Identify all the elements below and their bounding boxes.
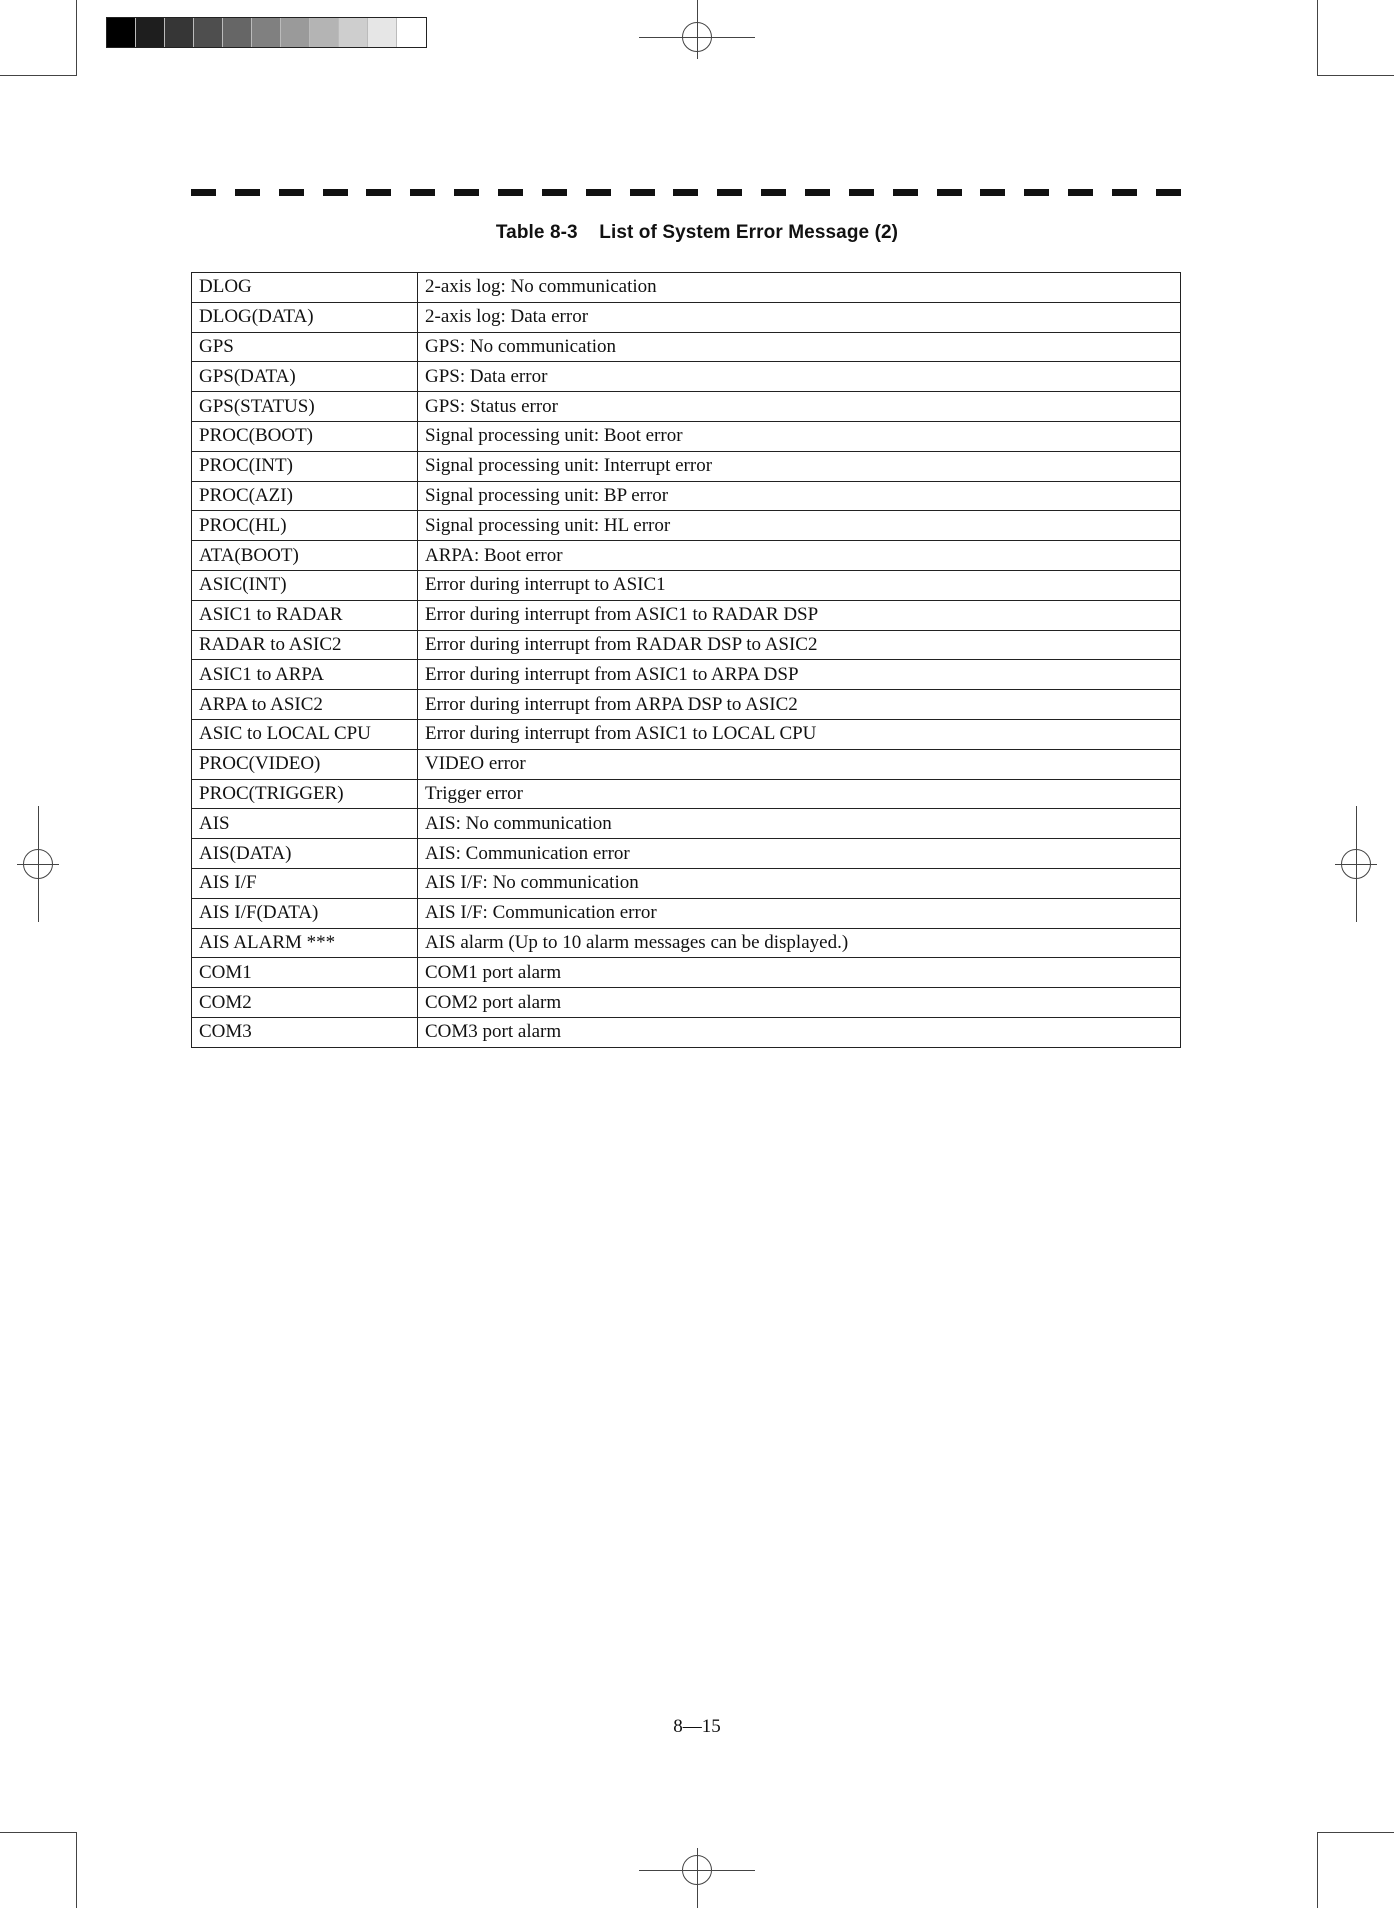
error-code-cell: PROC(VIDEO) [192, 749, 418, 779]
error-message-cell: Signal processing unit: BP error [418, 481, 1181, 511]
gray-swatch [339, 18, 368, 47]
error-message-cell: Signal processing unit: Boot error [418, 421, 1181, 451]
dashed-header-rule [191, 189, 1181, 196]
system-error-table [191, 272, 1181, 1048]
table-row [192, 779, 1181, 809]
rule-dash [498, 189, 523, 196]
crop-mark [0, 1832, 76, 1833]
rule-dash [717, 189, 742, 196]
error-code-cell: AIS(DATA) [192, 839, 418, 869]
error-code-cell: DLOG [192, 273, 418, 303]
grayscale-calibration-strip [106, 17, 427, 48]
error-message-cell: Error during interrupt from RADAR DSP to ASIC2 [418, 630, 1181, 660]
gray-swatch [165, 18, 194, 47]
table-row [192, 541, 1181, 571]
error-message-cell: Error during interrupt from ASIC1 to LOCAL CPU [418, 719, 1181, 749]
table-row [192, 392, 1181, 422]
table-row [192, 898, 1181, 928]
error-message-cell: GPS: Status error [418, 392, 1181, 422]
error-message-cell: VIDEO error [418, 749, 1181, 779]
registration-circle [682, 22, 712, 52]
error-code-cell: PROC(INT) [192, 451, 418, 481]
table-row [192, 511, 1181, 541]
gray-swatch [136, 18, 165, 47]
error-code-cell: ATA(BOOT) [192, 541, 418, 571]
table-row [192, 570, 1181, 600]
error-message-cell: COM2 port alarm [418, 988, 1181, 1018]
error-message-cell: ARPA: Boot error [418, 541, 1181, 571]
error-code-cell: RADAR to ASIC2 [192, 630, 418, 660]
error-message-cell: COM3 port alarm [418, 1017, 1181, 1047]
gray-swatch [252, 18, 281, 47]
table-row [192, 600, 1181, 630]
table-title: Table 8-3 List of System Error Message (2) [495, 222, 899, 243]
error-message-cell: AIS I/F: No communication [418, 868, 1181, 898]
error-message-cell: Error during interrupt from ASIC1 to ARPA DSP [418, 660, 1181, 690]
table-row [192, 988, 1181, 1018]
table-row [192, 332, 1181, 362]
error-code-cell: ASIC1 to RADAR [192, 600, 418, 630]
rule-dash [805, 189, 830, 196]
table-row [192, 481, 1181, 511]
table-row [192, 690, 1181, 720]
error-message-cell: GPS: Data error [418, 362, 1181, 392]
gray-swatch [397, 18, 426, 47]
rule-dash [191, 189, 216, 196]
table-row [192, 809, 1181, 839]
crop-mark [0, 75, 76, 76]
error-code-cell: PROC(HL) [192, 511, 418, 541]
error-message-cell: Error during interrupt to ASIC1 [418, 570, 1181, 600]
page-number: 8—15 [673, 1716, 721, 1737]
gray-swatch [368, 18, 397, 47]
table-row [192, 630, 1181, 660]
table-row [192, 749, 1181, 779]
error-message-cell: AIS: No communication [418, 809, 1181, 839]
error-message-cell: 2-axis log: Data error [418, 302, 1181, 332]
rule-dash [980, 189, 1005, 196]
rule-dash [1112, 189, 1137, 196]
crop-mark [76, 0, 77, 76]
rule-dash [1156, 189, 1181, 196]
table-row [192, 958, 1181, 988]
error-code-cell: AIS [192, 809, 418, 839]
registration-circle [23, 849, 53, 879]
error-message-cell: Signal processing unit: Interrupt error [418, 451, 1181, 481]
gray-swatch [194, 18, 223, 47]
rule-dash [849, 189, 874, 196]
registration-circle [1341, 849, 1371, 879]
table-row [192, 451, 1181, 481]
error-code-cell: GPS [192, 332, 418, 362]
error-code-cell: COM1 [192, 958, 418, 988]
crop-mark [76, 1832, 77, 1908]
error-code-cell: AIS ALARM *** [192, 928, 418, 958]
table-row [192, 421, 1181, 451]
error-code-cell: DLOG(DATA) [192, 302, 418, 332]
table-row [192, 868, 1181, 898]
error-code-cell: PROC(AZI) [192, 481, 418, 511]
rule-dash [1068, 189, 1093, 196]
gray-swatch [107, 18, 136, 47]
error-code-cell: GPS(STATUS) [192, 392, 418, 422]
table-row [192, 719, 1181, 749]
error-message-cell: Error during interrupt from ARPA DSP to ASIC2 [418, 690, 1181, 720]
rule-dash [630, 189, 655, 196]
error-message-cell: AIS alarm (Up to 10 alarm messages can be displayed.) [418, 928, 1181, 958]
rule-dash [1024, 189, 1049, 196]
error-message-cell: AIS I/F: Communication error [418, 898, 1181, 928]
table-row [192, 660, 1181, 690]
rule-dash [893, 189, 918, 196]
error-message-cell: Error during interrupt from ASIC1 to RADAR DSP [418, 600, 1181, 630]
rule-dash [542, 189, 567, 196]
gray-swatch [223, 18, 252, 47]
table-row [192, 928, 1181, 958]
error-code-cell: ASIC(INT) [192, 570, 418, 600]
table-row [192, 839, 1181, 869]
error-code-cell: COM3 [192, 1017, 418, 1047]
crop-mark [1317, 0, 1318, 76]
table-row [192, 362, 1181, 392]
error-message-cell: Signal processing unit: HL error [418, 511, 1181, 541]
gray-swatch [281, 18, 310, 47]
rule-dash [937, 189, 962, 196]
table-row [192, 273, 1181, 303]
registration-circle [682, 1855, 712, 1885]
crop-mark [1317, 1832, 1318, 1908]
error-message-cell: 2-axis log: No communication [418, 273, 1181, 303]
rule-dash [366, 189, 391, 196]
gray-swatch [310, 18, 339, 47]
rule-dash [323, 189, 348, 196]
rule-dash [235, 189, 260, 196]
error-code-cell: PROC(BOOT) [192, 421, 418, 451]
error-code-cell: ASIC to LOCAL CPU [192, 719, 418, 749]
error-code-cell: GPS(DATA) [192, 362, 418, 392]
table-row [192, 1017, 1181, 1047]
error-message-cell: GPS: No communication [418, 332, 1181, 362]
error-code-cell: COM2 [192, 988, 418, 1018]
rule-dash [761, 189, 786, 196]
error-code-cell: AIS I/F(DATA) [192, 898, 418, 928]
rule-dash [410, 189, 435, 196]
crop-mark [1317, 75, 1394, 76]
crop-mark [1317, 1832, 1394, 1833]
error-code-cell: PROC(TRIGGER) [192, 779, 418, 809]
rule-dash [279, 189, 304, 196]
error-message-cell: Trigger error [418, 779, 1181, 809]
error-code-cell: ASIC1 to ARPA [192, 660, 418, 690]
error-message-cell: COM1 port alarm [418, 958, 1181, 988]
error-message-cell: AIS: Communication error [418, 839, 1181, 869]
error-code-cell: AIS I/F [192, 868, 418, 898]
table-row [192, 302, 1181, 332]
rule-dash [454, 189, 479, 196]
rule-dash [673, 189, 698, 196]
rule-dash [586, 189, 611, 196]
error-code-cell: ARPA to ASIC2 [192, 690, 418, 720]
